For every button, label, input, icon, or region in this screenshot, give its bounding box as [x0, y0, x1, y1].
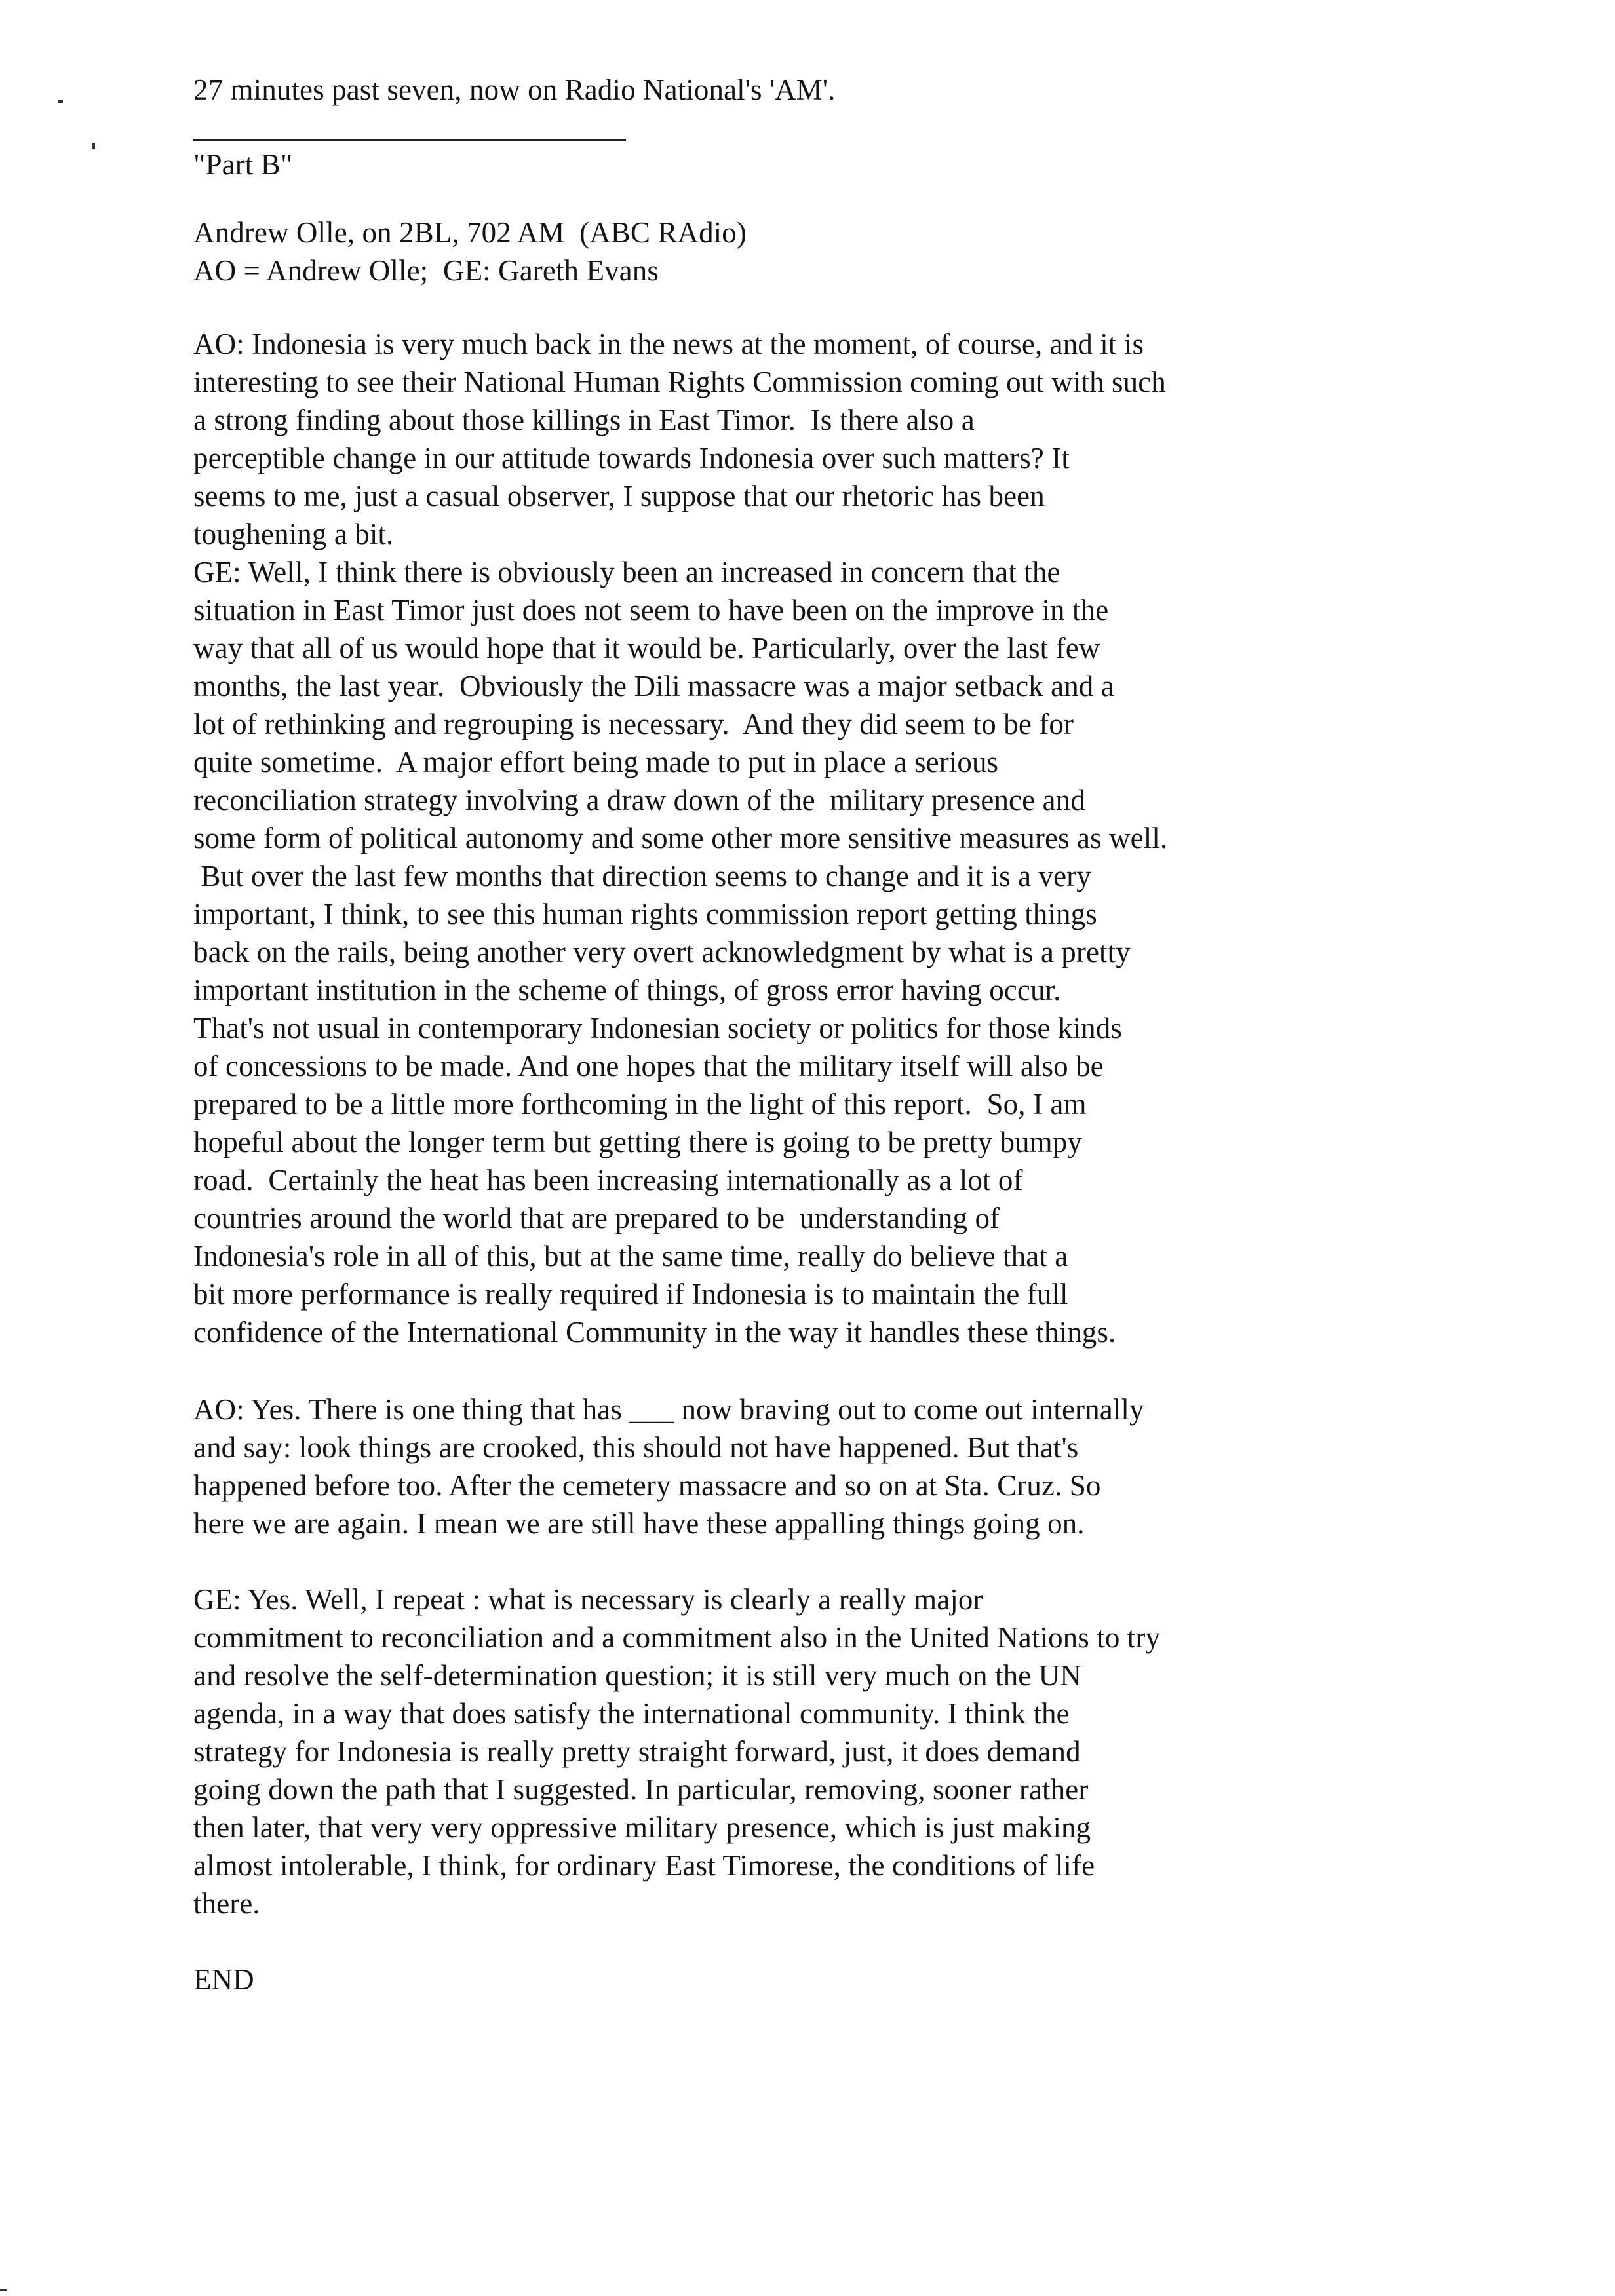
text-line: bit more performance is really required if Indonesia is to maintain the full — [193, 1278, 1068, 1311]
text-line: then later, that very very oppressive military presence, which is just making — [193, 1811, 1091, 1844]
text-line: toughening a bit. — [193, 518, 394, 550]
text-line: there. — [193, 1887, 260, 1920]
text-line: prepared to be a little more forthcoming in the light of this report. So, I am — [193, 1088, 1087, 1120]
text-line: "Part B" — [193, 148, 293, 181]
text-line: hopeful about the longer term but getting there is going to be pretty bumpy — [193, 1126, 1082, 1158]
text-line: Andrew Olle, on 2BL, 702 AM (ABC RAdio) — [193, 216, 747, 249]
text-line: some form of political autonomy and some other more sensitive measures as well. — [193, 822, 1168, 854]
text-line: quite sometime. A major effort being made to put in place a serious — [193, 746, 999, 778]
text-line: perceptible change in our attitude towards Indonesia over such matters? It — [193, 442, 1070, 474]
text-line: lot of rethinking and regrouping is necessary. And they did seem to be for — [193, 708, 1074, 740]
text-line: reconciliation strategy involving a draw down of the military presence and — [193, 784, 1085, 816]
scan-speck — [92, 143, 95, 149]
text-line: situation in East Timor just does not seem to have been on the improve in the — [193, 594, 1109, 626]
text-line: of concessions to be made. And one hopes that the military itself will also be — [193, 1050, 1104, 1082]
text-line: back on the rails, being another very overt acknowledgment by what is a pretty — [193, 936, 1131, 968]
text-line: countries around the world that are prepared to be understanding of — [193, 1202, 1000, 1234]
text-line: here we are again. I mean we are still have these appalling things going on. — [193, 1507, 1085, 1540]
text-line: a strong finding about those killings in East Timor. Is there also a — [193, 404, 975, 436]
text-line: Indonesia's role in all of this, but at the same time, really do believe that a — [193, 1240, 1068, 1272]
text-line: months, the last year. Obviously the Dili massacre was a major setback and a — [193, 670, 1114, 702]
text-line: 27 minutes past seven, now on Radio National's 'AM'. — [193, 73, 836, 106]
text-line: almost intolerable, I think, for ordinary East Timorese, the conditions of life — [193, 1849, 1095, 1882]
text-line: seems to me, just a casual observer, I suppose that our rhetoric has been — [193, 480, 1045, 512]
text-line: and say: look things are crooked, this should not have happened. But that's — [193, 1431, 1079, 1464]
header-rule — [193, 139, 626, 141]
text-line: road. Certainly the heat has been increasing internationally as a lot of — [193, 1164, 1023, 1196]
text-line: AO = Andrew Olle; GE: Gareth Evans — [193, 254, 659, 287]
text-line: and resolve the self-determination question; it is still very much on the UN — [193, 1659, 1081, 1692]
scan-speck — [58, 100, 63, 103]
text-line: way that all of us would hope that it would be. Particularly, over the last few — [193, 632, 1100, 664]
scan-speck — [0, 2289, 7, 2291]
text-line: AO: Indonesia is very much back in the news at the moment, of course, and it is — [193, 328, 1144, 360]
text-line: going down the path that I suggested. In particular, removing, sooner rather — [193, 1773, 1089, 1806]
text-line: important institution in the scheme of things, of gross error having occur. — [193, 974, 1061, 1006]
text-line: agenda, in a way that does satisfy the international community. I think the — [193, 1697, 1070, 1730]
text-line: GE: Well, I think there is obviously been an increased in concern that the — [193, 556, 1060, 588]
text-line: END — [193, 1963, 254, 1996]
text-line: confidence of the International Community in the way it handles these things. — [193, 1316, 1116, 1349]
text-line: happened before too. After the cemetery massacre and so on at Sta. Cruz. So — [193, 1469, 1101, 1502]
text-line: interesting to see their National Human Rights Commission coming out with such — [193, 366, 1166, 398]
text-line: GE: Yes. Well, I repeat : what is necessary is clearly a really major — [193, 1583, 983, 1616]
text-line: commitment to reconciliation and a commitment also in the United Nations to try — [193, 1621, 1161, 1654]
text-line: strategy for Indonesia is really pretty straight forward, just, it does demand — [193, 1735, 1081, 1768]
text-line: important, I think, to see this human rights commission report getting things — [193, 898, 1097, 930]
text-line: But over the last few months that direction seems to change and it is a very — [193, 860, 1091, 892]
text-line: That's not usual in contemporary Indonesian society or politics for those kinds — [193, 1012, 1122, 1044]
text-line: AO: Yes. There is one thing that has ___ now braving out to come out internally — [193, 1393, 1144, 1426]
